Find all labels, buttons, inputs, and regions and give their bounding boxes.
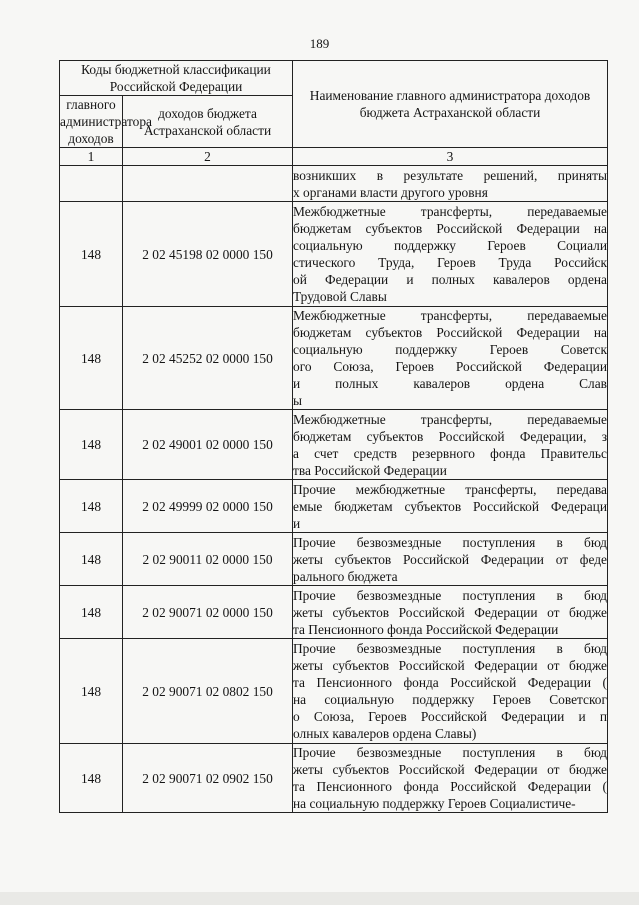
admin-code-cell: 148 xyxy=(60,744,123,813)
codes-group-header: Коды бюджетной классификации Российской Федерации xyxy=(60,61,293,96)
revenue-name-cell: Межбюджетные трансферты, передаваемые бюджетам субъектов Российской Федерации на социальную поддержку Героев Советск ого Союза, Героев Российской Федерации и полных кавалеров ордена Слав ы xyxy=(293,308,607,408)
revenue-code-cell: 2 02 49001 02 0000 150 xyxy=(123,410,293,480)
revenue-code-cell: 2 02 90071 02 0902 150 xyxy=(123,744,293,813)
table-row xyxy=(60,202,608,307)
table-row xyxy=(60,639,608,744)
revenue-code-cell: 2 02 45252 02 0000 150 xyxy=(123,307,293,410)
revenue-code-cell: 2 02 45198 02 0000 150 xyxy=(123,202,293,307)
revenue-name-cell: Межбюджетные трансферты, передаваемые бюджетам субъектов Российской Федерации, з а счет средств резервного фонда Правительс тва Российской Федерации xyxy=(293,411,607,478)
admin-code-cell: 148 xyxy=(60,639,123,744)
code-column-header: доходов бюджета Астраханской области xyxy=(123,96,293,148)
budget-classification-table xyxy=(59,60,608,813)
admin-code-cell: 148 xyxy=(60,586,123,639)
table-row xyxy=(60,586,608,639)
revenue-code-cell: 2 02 49999 02 0000 150 xyxy=(123,480,293,533)
column-number-row xyxy=(60,148,608,166)
column-number: 3 xyxy=(293,148,608,166)
revenue-code-cell: 2 02 90071 02 0000 150 xyxy=(123,586,293,639)
revenue-code-cell xyxy=(123,166,293,202)
table-row xyxy=(60,480,608,533)
revenue-name-cell: Прочие безвозмездные поступления в бюд жеты субъектов Российской Федерации от бюдже та Пенсионного фонда Российской Федерации ( на социальную поддержку Героев Социалистиче- xyxy=(293,745,607,811)
revenue-name-cell: Межбюджетные трансферты, передаваемые бюджетам субъектов Российской Федерации на социальную поддержку Героев Социали стического Труда, Героев Труда Российск ой Федерации и полных кавалеров ордена Трудовой Славы xyxy=(293,202,608,307)
admin-code-cell xyxy=(60,166,123,202)
revenue-name-cell: Прочие безвозмездные поступления в бюд жеты субъектов Российской Федерации от бюдже та Пенсионного фонда Российской Федерации ( на социальную поддержку Героев Советског о Союза, Героев Российской Федерации и п олных кавалеров ордена Славы) xyxy=(293,639,608,744)
table-row xyxy=(60,533,608,586)
revenue-code-cell: 2 02 90011 02 0000 150 xyxy=(123,533,293,586)
admin-code-cell: 148 xyxy=(60,202,123,307)
revenue-name-cell: Прочие безвозмездные поступления в бюд жеты субъектов Российской Федерации от бюдже та Пенсионного фонда Российской Федерации xyxy=(293,587,607,637)
admin-code-cell: 148 xyxy=(60,480,123,533)
scan-edge xyxy=(0,892,639,905)
table-row xyxy=(60,307,608,410)
revenue-name-cell: возникших в результате решений, приняты х органами власти другого уровня xyxy=(293,167,607,200)
name-column-header: Наименование главного администратора доходов бюджета Астраханской области xyxy=(293,61,608,148)
revenue-code-cell: 2 02 90071 02 0802 150 xyxy=(123,639,293,744)
table-row xyxy=(60,744,608,813)
revenue-name-cell: Прочие безвозмездные поступления в бюд жеты субъектов Российской Федерации от феде рального бюджета xyxy=(293,534,607,584)
admin-code-cell: 148 xyxy=(60,307,123,410)
page-number: 189 xyxy=(309,36,330,51)
admin-code-cell: 148 xyxy=(60,533,123,586)
column-number: 1 xyxy=(60,148,123,166)
admin-column-header: главного администратора доходов xyxy=(60,97,152,146)
table-row xyxy=(60,166,608,202)
table-row xyxy=(60,410,608,480)
header-row-top xyxy=(60,61,608,96)
column-number: 2 xyxy=(123,148,293,166)
revenue-name-cell: Прочие межбюджетные трансферты, передава емые бюджетам субъектов Российской Федераци и xyxy=(293,481,607,531)
admin-code-cell: 148 xyxy=(60,410,123,480)
